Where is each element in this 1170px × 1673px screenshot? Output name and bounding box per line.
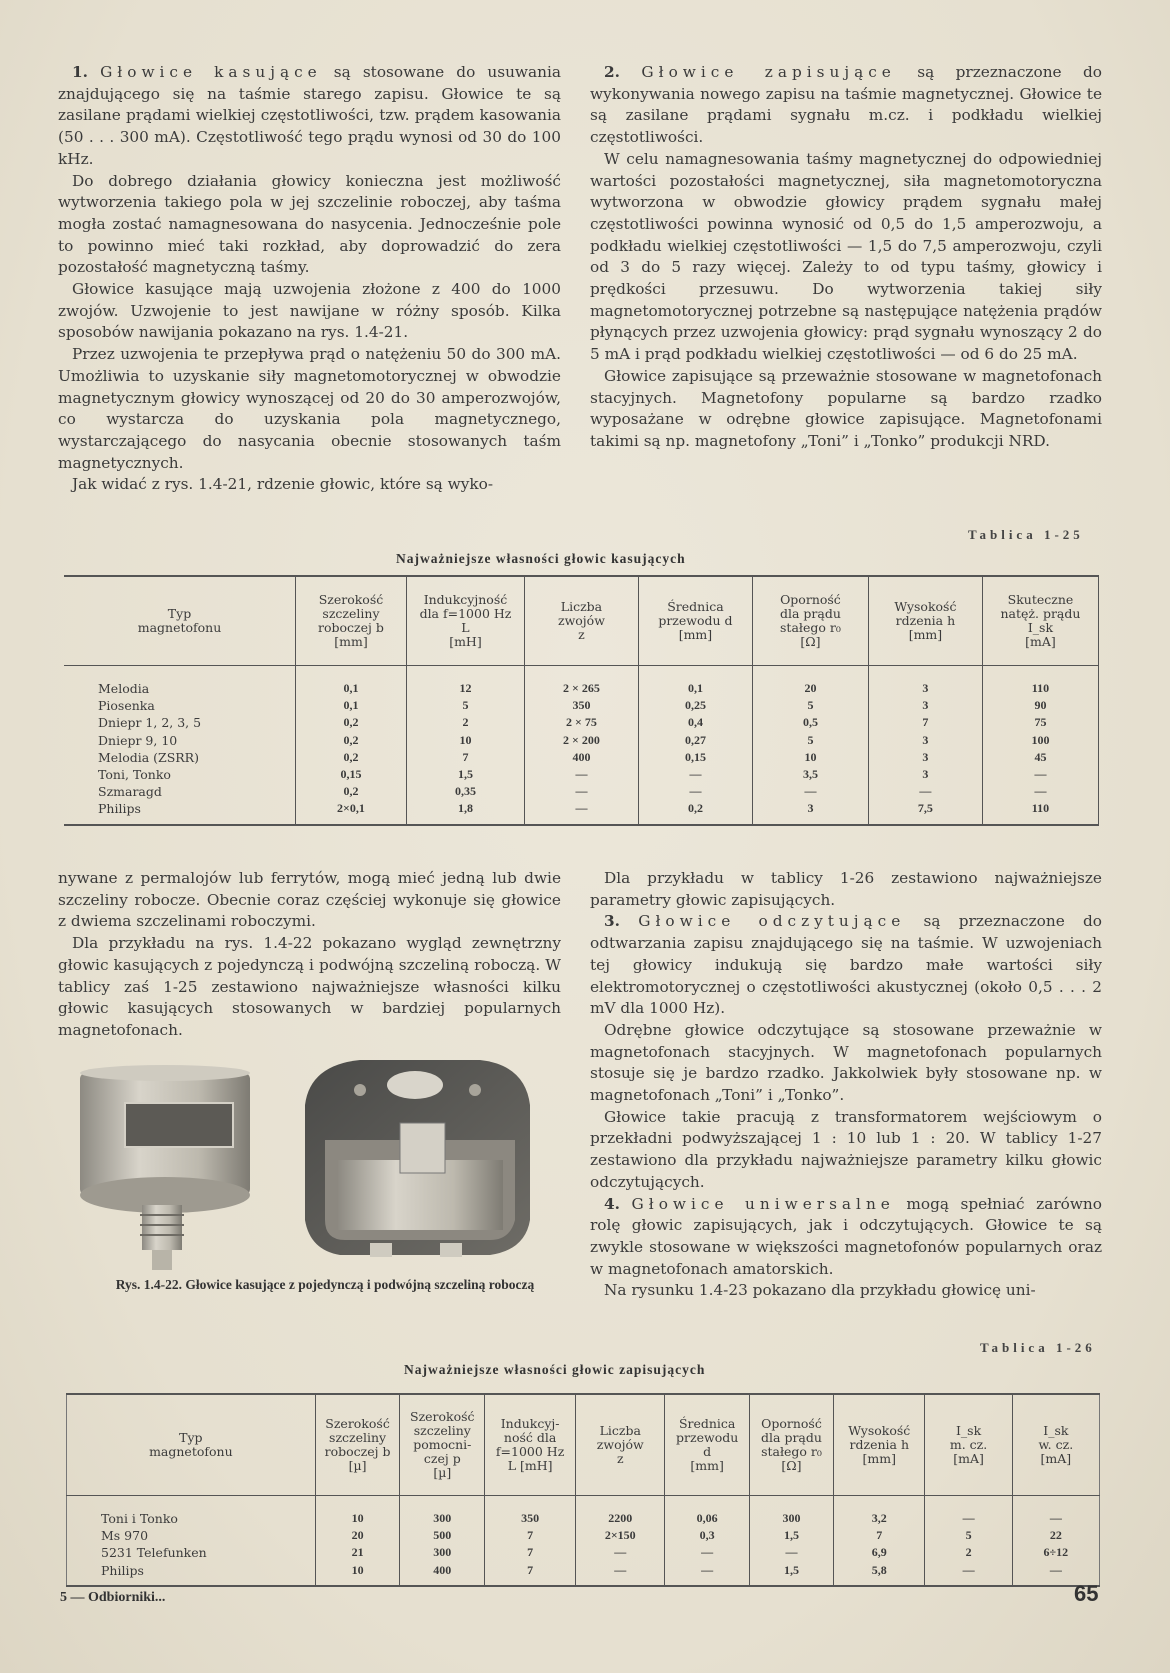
header-line: pomocni- xyxy=(413,1437,472,1452)
header-line: [µ] xyxy=(433,1465,452,1480)
double-gap-head xyxy=(305,1060,530,1257)
column-header xyxy=(752,576,868,666)
header-line: [µ] xyxy=(348,1458,367,1473)
header-line: dla prądu xyxy=(761,1430,822,1445)
header-line: [mA] xyxy=(953,1451,984,1466)
value-cell: 2 × 265 xyxy=(524,666,638,698)
column-header xyxy=(834,1394,925,1496)
model-name-cell: Melodia (ZSRR) xyxy=(98,749,199,765)
header-line: m. cz. xyxy=(949,1437,988,1452)
section-number: 1. xyxy=(72,63,88,81)
header-line: roboczej b xyxy=(318,620,384,635)
table-row xyxy=(64,714,1099,731)
header-line: [Ω] xyxy=(781,1458,802,1473)
header-line: szczeliny xyxy=(413,1423,471,1438)
value-cell: 1,5 xyxy=(749,1562,833,1586)
header-line: stałego r₀ xyxy=(780,620,841,635)
model-name-cell: Ms 970 xyxy=(101,1528,149,1544)
value-cell: — xyxy=(638,766,752,783)
value-cell: 0,2 xyxy=(296,714,407,731)
paragraph: Przez uzwojenia te przepływa prąd o natężeniu 50 do 300 mA. Umożliwia to uzyskanie siły magnetomotorycznej w obwodzie magnetycznym głowicy wynoszącej od 20 do 30 amperozwojów, co wystarcza do uzyskania pola magnetycznego, wystarczającego do nasycania obecnie stosowanych taśm magnetycznych. xyxy=(58,345,561,472)
paragraph: Dla przykładu na rys. 1.4-22 pokazano wygląd zewnętrzny głowic kasujących z pojedynczą i podwójną szczeliną roboczą. W tablicy zaś 1-25 zestawiono najważniejsze własności kilku głowic kasujących stosowanych w bardziej popularnych magnetofonach. xyxy=(58,934,561,1039)
header-line: f=1000 Hz xyxy=(495,1444,565,1459)
value-cell: 0,2 xyxy=(296,783,407,800)
header-line: dla f=1000 Hz xyxy=(419,606,512,621)
value-cell: 0,15 xyxy=(296,766,407,783)
model-name-cell: Dniepr 9, 10 xyxy=(98,732,178,748)
model-name-cell: Dniepr 1, 2, 3, 5 xyxy=(98,715,202,731)
column-header xyxy=(925,1394,1012,1496)
value-cell: 6÷12 xyxy=(1012,1544,1099,1561)
page-number: 65 xyxy=(1074,1581,1099,1606)
value-cell: 0,2 xyxy=(638,800,752,824)
column-header xyxy=(315,1394,400,1496)
value-cell: 3 xyxy=(868,697,982,714)
header-line: zwojów xyxy=(596,1437,644,1452)
header-line: Indukcyj- xyxy=(500,1416,560,1431)
section-term: Głowice uniwersalne xyxy=(631,1194,895,1213)
value-cell: — xyxy=(665,1562,749,1586)
value-cell: 300 xyxy=(400,1496,485,1528)
left-column-top xyxy=(58,62,561,496)
value-cell: 400 xyxy=(400,1562,485,1586)
value-cell: 110 xyxy=(982,666,1098,698)
column-header xyxy=(406,576,524,666)
column-header xyxy=(296,576,407,666)
paragraph: Głowice zapisujące są przeważnie stosowane w magnetofonach stacyjnych. Magnetofony popularne są bardzo rzadko wyposażane w odrębne głowice zapisujące. Magnetofonami takimi są np. magnetofony „Toni” i „Tonko” produkcji NRD. xyxy=(590,366,1102,450)
table-row xyxy=(67,1544,1100,1561)
value-cell: — xyxy=(925,1496,1012,1528)
header-line: Typ xyxy=(179,1430,203,1445)
value-cell: 5 xyxy=(752,697,868,714)
table-row xyxy=(67,1562,1100,1586)
value-cell: 45 xyxy=(982,749,1098,766)
table-body xyxy=(67,1496,1100,1586)
value-cell: 3,5 xyxy=(752,766,868,783)
erase-head-illustration xyxy=(70,1045,570,1270)
table-row xyxy=(67,1496,1100,1528)
right-column-bottom xyxy=(590,868,1102,1302)
value-cell: — xyxy=(982,766,1098,783)
paragraph: nywane z permalojów lub ferrytów, mogą mieć jedną lub dwie szczeliny robocze. Obecnie coraz częściej wykonuje się głowice z dwiema szczelinami roboczymi. xyxy=(58,869,561,931)
value-cell: 110 xyxy=(982,800,1098,824)
table-row xyxy=(64,666,1099,698)
value-cell: 0,25 xyxy=(638,697,752,714)
value-cell: 7 xyxy=(485,1544,576,1561)
header-line: przewodu d xyxy=(658,613,733,628)
value-cell: — xyxy=(749,1544,833,1561)
value-cell: — xyxy=(868,783,982,800)
value-cell: 500 xyxy=(400,1527,485,1544)
value-cell: 350 xyxy=(485,1496,576,1528)
paragraph-text: są stosowane do usuwania znajdującego się na taśmie starego zapisu. Głowice te są zasilane prądami wielkiej częstotliwości, tzw. prądem kasowania (50 . . . 300 mA). Częstotliwość tego prądu wynosi od 30 do 100 kHz. xyxy=(58,63,561,168)
header-line: L [mH] xyxy=(507,1458,553,1473)
value-cell: 5 xyxy=(406,697,524,714)
value-cell: 350 xyxy=(524,697,638,714)
value-cell: 0,1 xyxy=(296,697,407,714)
value-cell: 75 xyxy=(982,714,1098,731)
value-cell: 0,1 xyxy=(638,666,752,698)
header-line: Oporność xyxy=(761,1416,822,1431)
header-line: [mA] xyxy=(1025,634,1056,649)
header-line: [mm] xyxy=(862,1451,896,1466)
value-cell: 5 xyxy=(925,1527,1012,1544)
paragraph-erase-heads xyxy=(58,62,561,171)
model-name-cell: Melodia xyxy=(98,681,150,696)
value-cell: 6,9 xyxy=(834,1544,925,1561)
header-line: Liczba xyxy=(599,1423,641,1438)
section-term: Głowice kasujące xyxy=(100,63,322,81)
table-header-row xyxy=(64,576,1099,666)
header-line: [mm] xyxy=(690,1458,724,1473)
value-cell: 5,8 xyxy=(834,1562,925,1586)
value-cell: — xyxy=(576,1562,665,1586)
value-cell: 0,4 xyxy=(638,714,752,731)
header-line: magnetofonu xyxy=(137,620,222,635)
header-line: z xyxy=(616,1451,624,1466)
paragraph-record-heads xyxy=(590,62,1102,149)
value-cell: — xyxy=(925,1562,1012,1586)
header-line: rdzenia h xyxy=(895,613,956,628)
model-name-cell: Philips xyxy=(101,1562,144,1578)
header-line: magnetofonu xyxy=(149,1444,233,1459)
value-cell: 0,06 xyxy=(665,1496,749,1528)
header-line: Typ xyxy=(167,606,192,621)
figure-caption: Rys. 1.4-22. Głowice kasujące z pojedynczą i podwójną szczeliną roboczą xyxy=(115,1277,535,1292)
value-cell: 3 xyxy=(752,800,868,824)
value-cell: 3 xyxy=(868,766,982,783)
value-cell: 5 xyxy=(752,732,868,749)
header-line: I_sk xyxy=(1043,1423,1069,1438)
value-cell: 7 xyxy=(485,1527,576,1544)
erase-heads-table xyxy=(64,575,1099,826)
model-name-cell: Toni i Tonko xyxy=(101,1511,178,1526)
value-cell: 22 xyxy=(1012,1527,1099,1544)
paragraph-text: są przeznaczone do odtwarzania zapisu znajdującego się na taśmie. W uzwojeniach tej głowicy indukują się bardzo małe wartości siły elektromotorycznej o częstotliwości akustycznej (około 0,5 . . . 2 mV dla 1000 Hz). xyxy=(590,912,1103,1018)
header-line: stałego r₀ xyxy=(761,1444,822,1459)
section-term: Głowice zapisujące xyxy=(641,63,896,81)
table2-title: Najważniejsze własności głowic zapisujących xyxy=(404,1362,706,1377)
header-line: ność dla xyxy=(503,1430,557,1445)
column-header xyxy=(67,1394,316,1496)
header-line: Szerokość xyxy=(318,592,384,607)
figure-erase-heads-photo xyxy=(70,1045,570,1270)
header-line: Szerokość xyxy=(325,1416,390,1431)
value-cell: — xyxy=(665,1544,749,1561)
paragraph: Jak widać z rys. 1.4-21, rdzenie głowic, które są wyko- xyxy=(72,475,494,494)
value-cell: 2 xyxy=(406,714,524,731)
table-row xyxy=(67,1527,1100,1544)
value-cell: 10 xyxy=(315,1496,400,1528)
value-cell: 3 xyxy=(868,749,982,766)
value-cell: 100 xyxy=(982,732,1098,749)
section-number: 2. xyxy=(604,63,620,81)
value-cell: 300 xyxy=(400,1544,485,1561)
value-cell: 2 xyxy=(925,1544,1012,1561)
value-cell: 10 xyxy=(315,1562,400,1586)
value-cell: 3,2 xyxy=(834,1496,925,1528)
paragraph: Na rysunku 1.4-23 pokazano dla przykładu głowicę uni- xyxy=(604,1281,1036,1300)
header-line: czej p xyxy=(423,1451,461,1466)
paragraph-playback-heads xyxy=(590,911,1102,1020)
header-line: I_sk xyxy=(1027,620,1054,635)
table-row xyxy=(64,749,1099,766)
header-line: dla prądu xyxy=(779,606,841,621)
value-cell: 3 xyxy=(868,732,982,749)
header-line: Szerokość xyxy=(410,1409,475,1424)
value-cell: 10 xyxy=(752,749,868,766)
table-row xyxy=(64,697,1099,714)
paragraph: Głowice takie pracują z transformatorem wejściowym o przekładni podwyższającej 1 : 10 lub 1 : 20. W tablicy 1-27 zestawiono dla przykładu najważniejsze parametry kilku głowic odczytujących. xyxy=(590,1107,1102,1191)
value-cell: 10 xyxy=(406,732,524,749)
model-name-cell: 5231 Telefunken xyxy=(101,1545,207,1561)
table-row xyxy=(64,800,1099,824)
header-line: [Ω] xyxy=(800,634,821,649)
header-line: szczeliny xyxy=(329,1430,387,1445)
header-line: natęż. prądu xyxy=(1000,606,1081,621)
value-cell: 0,2 xyxy=(296,749,407,766)
table-header-row xyxy=(67,1394,1100,1496)
paragraph: W celu namagnesowania taśmy magnetycznej do odpowiedniej wartości pozostałości magnetycznej, siła magnetomotoryczna wytworzona w obwodzie głowicy prądem sygnału małej częstotliwości powinna wynosić od 0,5 do 1,5 amperozwoju, a podkładu wielkiej częstotliwości — 1,5 do 7,5 amperozwoju, czyli od 3 do 5 razy więcej. Zależy to od typu taśmy, głowicy i prędkości przesuwu. Do wytworzenia takiej siły magnetomotorycznej potrzebne są następujące natężenia prądów płynących przez uzwojenia głowicy: prąd sygnału wynoszący 2 do 5 mA i prąd podkładu wielkiej częstotliwości — od 6 do 25 mA. xyxy=(590,149,1102,364)
value-cell: 0,27 xyxy=(638,732,752,749)
value-cell: 20 xyxy=(752,666,868,698)
table-row xyxy=(64,732,1099,749)
paragraph: Głowice kasujące mają uzwojenia złożone z 400 do 1000 zwojów. Uzwojenie to jest nawijane w różny sposób. Kilka sposobów nawijania pokazano na rys. 1.4-21. xyxy=(58,280,561,342)
footer-book-reference: 5 — Odbiorniki... xyxy=(60,1590,166,1605)
value-cell: — xyxy=(1012,1562,1099,1586)
header-line: I_sk xyxy=(955,1423,982,1438)
header-line: w. cz. xyxy=(1038,1437,1074,1452)
column-header xyxy=(1012,1394,1099,1496)
paragraph: Do dobrego działania głowicy konieczna jest możliwość wytworzenia takiego pola w jej szczelinie roboczej, aby taśma mogła zostać namagnesowana do nasycenia. Jednocześnie pole to powinno mieć taki rozkład, aby doprowadzić do zera pozostałość magnetyczną taśmy. xyxy=(58,171,561,277)
value-cell: 2×150 xyxy=(576,1527,665,1544)
value-cell: 7 xyxy=(485,1562,576,1586)
value-cell: 0,1 xyxy=(296,666,407,698)
column-header xyxy=(400,1394,485,1496)
value-cell: 0,2 xyxy=(296,732,407,749)
value-cell: 2×0,1 xyxy=(296,800,407,824)
model-name-cell: Philips xyxy=(98,801,141,817)
column-header xyxy=(576,1394,665,1496)
header-line: Wysokość xyxy=(894,599,957,614)
header-line: Indukcyjność xyxy=(423,592,508,607)
header-line: Średnica xyxy=(667,599,724,614)
right-column-top xyxy=(590,62,1102,453)
value-cell: — xyxy=(982,783,1098,800)
header-line: z xyxy=(578,627,585,642)
paragraph: Dla przykładu w tablicy 1-26 zestawiono najważniejsze parametry głowic zapisujących. xyxy=(590,869,1102,909)
value-cell: 90 xyxy=(982,697,1098,714)
value-cell: 7 xyxy=(868,714,982,731)
value-cell: 0,35 xyxy=(406,783,524,800)
value-cell: 2200 xyxy=(576,1496,665,1528)
model-name-cell: Piosenka xyxy=(98,698,155,714)
value-cell: 20 xyxy=(315,1527,400,1544)
column-header xyxy=(524,576,638,666)
header-line: [mH] xyxy=(449,634,482,649)
header-line: Skuteczne xyxy=(1007,592,1074,607)
value-cell: — xyxy=(524,783,638,800)
section-number: 3. xyxy=(604,912,620,931)
section-number: 4. xyxy=(604,1194,620,1213)
header-line: zwojów xyxy=(558,613,605,628)
value-cell: 12 xyxy=(406,666,524,698)
value-cell: — xyxy=(1012,1496,1099,1528)
header-line: [mA] xyxy=(1040,1451,1072,1466)
header-line: Wysokość xyxy=(848,1423,911,1438)
table1-label: Tablica 1-25 xyxy=(968,527,1084,542)
value-cell: 1,5 xyxy=(406,766,524,783)
column-header xyxy=(665,1394,749,1496)
value-cell: 0,3 xyxy=(665,1527,749,1544)
value-cell: 300 xyxy=(749,1496,833,1528)
header-line: Oporność xyxy=(780,592,841,607)
value-cell: — xyxy=(524,800,638,824)
header-line: przewodu xyxy=(676,1430,739,1445)
single-gap-head xyxy=(80,1065,250,1270)
value-cell: 0,15 xyxy=(638,749,752,766)
header-line: [mm] xyxy=(908,627,943,642)
header-line: L xyxy=(461,620,470,635)
paragraph-text: mogą spełniać zarówno rolę głowic zapisujących, jak i odczytujących. Głowice te są zwykle stosowane w większości magnetofonów popularnych oraz w magnetofonach amatorskich. xyxy=(590,1194,1102,1278)
paragraph-universal-heads xyxy=(590,1194,1102,1281)
value-cell: — xyxy=(576,1544,665,1561)
table2-label: Tablica 1-26 xyxy=(980,1340,1096,1355)
column-header xyxy=(485,1394,576,1496)
model-name-cell: Szmaragd xyxy=(98,784,162,800)
column-header xyxy=(749,1394,833,1496)
value-cell: 1,5 xyxy=(749,1527,833,1544)
value-cell: 21 xyxy=(315,1544,400,1561)
paragraph-text: są przeznaczone do wykonywania nowego zapisu na taśmie magnetycznej. Głowice te są zasilane prądami sygnału m.cz. i podkładu wielkiej częstotliwości. xyxy=(590,63,1103,147)
value-cell: 7,5 xyxy=(868,800,982,824)
section-term: Głowice odczytujące xyxy=(638,912,906,931)
table-body xyxy=(64,666,1099,825)
value-cell: 7 xyxy=(406,749,524,766)
model-name-cell: Toni, Tonko xyxy=(98,767,171,783)
value-cell: 400 xyxy=(524,749,638,766)
header-line: Średnica xyxy=(678,1416,736,1431)
header-line: szczeliny xyxy=(322,606,380,621)
value-cell: — xyxy=(638,783,752,800)
value-cell: — xyxy=(752,783,868,800)
header-line: [mm] xyxy=(678,627,713,642)
value-cell: 7 xyxy=(834,1527,925,1544)
table1-title: Najważniejsze własności głowic kasujących xyxy=(396,551,686,566)
left-column-bottom xyxy=(58,868,561,1042)
column-header xyxy=(64,576,296,666)
header-line: rdzenia h xyxy=(849,1437,910,1452)
table-row xyxy=(64,766,1099,783)
value-cell: 2 × 200 xyxy=(524,732,638,749)
header-line: [mm] xyxy=(334,634,368,649)
value-cell: 0,5 xyxy=(752,714,868,731)
value-cell: 1,8 xyxy=(406,800,524,824)
table-row xyxy=(64,783,1099,800)
column-header xyxy=(638,576,752,666)
value-cell: 3 xyxy=(868,666,982,698)
column-header xyxy=(982,576,1098,666)
value-cell: 2 × 75 xyxy=(524,714,638,731)
column-header xyxy=(868,576,982,666)
header-line: roboczej b xyxy=(324,1444,391,1459)
record-heads-table xyxy=(66,1393,1100,1587)
header-line: Liczba xyxy=(560,599,603,614)
value-cell: — xyxy=(524,766,638,783)
paragraph: Odrębne głowice odczytujące są stosowane przeważnie w magnetofonach stacyjnych. W magnetofonach popularnych stosuje się je bardzo rzadko. Jakkolwiek były stosowane np. w magnetofonach „Toni” i „Tonko”. xyxy=(590,1020,1102,1105)
header-line: d xyxy=(703,1444,712,1459)
